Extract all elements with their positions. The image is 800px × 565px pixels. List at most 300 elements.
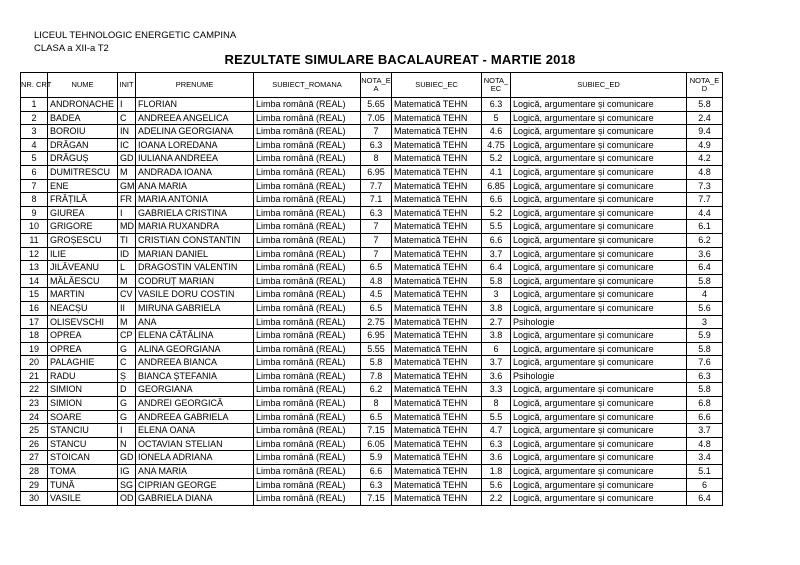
cell-subiect-romana: Limba română (REAL): [254, 138, 361, 152]
cell-nr: 10: [21, 220, 48, 234]
cell-nr: 25: [21, 424, 48, 438]
cell-init: Ș: [118, 369, 136, 383]
cell-nr: 16: [21, 301, 48, 315]
cell-nume: GIUREA: [48, 206, 118, 220]
cell-subiec-ed: Logică, argumentare și comunicare: [511, 274, 687, 288]
cell-nota-ed: 5.8: [687, 98, 723, 112]
cell-nr: 19: [21, 342, 48, 356]
cell-nume: GROȘESCU: [48, 233, 118, 247]
cell-nota-ec: 5.6: [482, 478, 511, 492]
cell-nota-ea: 2.75: [361, 315, 392, 329]
cell-nota-ea: 6.95: [361, 165, 392, 179]
cell-init: I: [118, 424, 136, 438]
cell-subiec-ec: Matematică TEHN: [392, 179, 482, 193]
cell-init: D: [118, 383, 136, 397]
cell-nota-ed: 4.9: [687, 138, 723, 152]
cell-subiect-romana: Limba română (REAL): [254, 397, 361, 411]
cell-prenume: CRISTIAN CONSTANTIN: [136, 233, 254, 247]
cell-nota-ec: 2.7: [482, 315, 511, 329]
cell-nota-ec: 6.85: [482, 179, 511, 193]
table-row: [21, 206, 723, 220]
cell-nota-ed: 5.1: [687, 465, 723, 479]
cell-subiect-romana: Limba română (REAL): [254, 478, 361, 492]
cell-nota-ec: 5.2: [482, 152, 511, 166]
cell-prenume: ANA MARIA: [136, 179, 254, 193]
cell-subiec-ec: Matematică TEHN: [392, 342, 482, 356]
cell-init: M: [118, 165, 136, 179]
cell-subiect-romana: Limba română (REAL): [254, 111, 361, 125]
cell-subiec-ec: Matematică TEHN: [392, 356, 482, 370]
cell-nota-ea: 6.5: [361, 410, 392, 424]
cell-nota-ed: 9.4: [687, 125, 723, 139]
table-row: [21, 437, 723, 451]
cell-nume: JILĂVEANU: [48, 261, 118, 275]
cell-subiec-ec: Matematică TEHN: [392, 165, 482, 179]
col-header-nota-ed: NOTA_E D: [687, 73, 723, 98]
cell-subiec-ed: Logică, argumentare și comunicare: [511, 98, 687, 112]
cell-nr: 29: [21, 478, 48, 492]
cell-nume: NEACȘU: [48, 301, 118, 315]
cell-nota-ea: 6.05: [361, 437, 392, 451]
cell-nota-ed: 3.7: [687, 424, 723, 438]
cell-subiec-ed: Logică, argumentare și comunicare: [511, 206, 687, 220]
cell-nume: VASILE: [48, 492, 118, 506]
cell-nota-ec: 3.7: [482, 356, 511, 370]
cell-nr: 24: [21, 410, 48, 424]
cell-nota-ec: 3.3: [482, 383, 511, 397]
cell-nr: 20: [21, 356, 48, 370]
table-row: [21, 397, 723, 411]
table-row: [21, 138, 723, 152]
cell-init: IC: [118, 138, 136, 152]
cell-nume: MARTIN: [48, 288, 118, 302]
table-row: [21, 329, 723, 343]
cell-subiec-ec: Matematică TEHN: [392, 397, 482, 411]
cell-subiect-romana: Limba română (REAL): [254, 288, 361, 302]
cell-subiec-ed: Logică, argumentare și comunicare: [511, 301, 687, 315]
cell-subiec-ed: Logică, argumentare și comunicare: [511, 397, 687, 411]
cell-subiec-ed: Logică, argumentare și comunicare: [511, 111, 687, 125]
cell-prenume: ANDREEA ANGELICA: [136, 111, 254, 125]
cell-nota-ec: 6: [482, 342, 511, 356]
cell-subiec-ed: Psihologie: [511, 369, 687, 383]
col-header-subiec-ec: SUBIEC_EC: [392, 73, 482, 98]
cell-nota-ed: 7.6: [687, 356, 723, 370]
col-header-nr: NR. CRT: [21, 73, 48, 98]
cell-nr: 28: [21, 465, 48, 479]
cell-nota-ea: 7: [361, 220, 392, 234]
cell-nota-ed: 6.3: [687, 369, 723, 383]
cell-nota-ea: 7.15: [361, 492, 392, 506]
cell-subiec-ec: Matematică TEHN: [392, 301, 482, 315]
cell-nota-ec: 6.6: [482, 193, 511, 207]
cell-init: TI: [118, 233, 136, 247]
cell-init: FR: [118, 193, 136, 207]
cell-nota-ea: 8: [361, 152, 392, 166]
cell-init: CP: [118, 329, 136, 343]
cell-nota-ea: 6.3: [361, 478, 392, 492]
cell-subiect-romana: Limba română (REAL): [254, 165, 361, 179]
col-header-nota-ea: NOTA_E A: [361, 73, 392, 98]
cell-nota-ec: 6.3: [482, 98, 511, 112]
cell-subiec-ed: Logică, argumentare și comunicare: [511, 356, 687, 370]
cell-nume: BADEA: [48, 111, 118, 125]
cell-subiect-romana: Limba română (REAL): [254, 274, 361, 288]
cell-nota-ed: 4.8: [687, 437, 723, 451]
cell-nota-ec: 5: [482, 111, 511, 125]
cell-prenume: IONELA ADRIANA: [136, 451, 254, 465]
cell-nota-ed: 4.2: [687, 152, 723, 166]
table-row: [21, 274, 723, 288]
cell-subiec-ec: Matematică TEHN: [392, 125, 482, 139]
cell-nume: OPREA: [48, 342, 118, 356]
table-row: [21, 451, 723, 465]
cell-nr: 15: [21, 288, 48, 302]
cell-nota-ea: 6.3: [361, 138, 392, 152]
table-row: [21, 424, 723, 438]
cell-subiec-ec: Matematică TEHN: [392, 206, 482, 220]
cell-subiec-ed: Logică, argumentare și comunicare: [511, 329, 687, 343]
cell-nr: 1: [21, 98, 48, 112]
col-header-nota-ec: NOTA_ EC: [482, 73, 511, 98]
cell-init: GD: [118, 451, 136, 465]
cell-nume: MĂLĂESCU: [48, 274, 118, 288]
table-row: [21, 111, 723, 125]
cell-subiec-ed: Logică, argumentare și comunicare: [511, 220, 687, 234]
cell-subiect-romana: Limba română (REAL): [254, 206, 361, 220]
cell-nume: DRĂGUȘ: [48, 152, 118, 166]
cell-nume: STOICAN: [48, 451, 118, 465]
cell-nume: DRĂGAN: [48, 138, 118, 152]
cell-init: L: [118, 261, 136, 275]
cell-prenume: ANDREEA BIANCA: [136, 356, 254, 370]
cell-nota-ed: 5.6: [687, 301, 723, 315]
cell-init: MD: [118, 220, 136, 234]
cell-subiect-romana: Limba română (REAL): [254, 369, 361, 383]
cell-subiect-romana: Limba română (REAL): [254, 233, 361, 247]
cell-nota-ea: 7.15: [361, 424, 392, 438]
cell-subiect-romana: Limba română (REAL): [254, 329, 361, 343]
cell-nume: OPREA: [48, 329, 118, 343]
table-row: [21, 342, 723, 356]
cell-nota-ec: 5.5: [482, 410, 511, 424]
cell-nota-ea: 5.9: [361, 451, 392, 465]
cell-nota-ec: 3.6: [482, 369, 511, 383]
table-row: [21, 233, 723, 247]
cell-prenume: ANA: [136, 315, 254, 329]
cell-nr: 21: [21, 369, 48, 383]
cell-prenume: ANDREI GEORGICĂ: [136, 397, 254, 411]
cell-nota-ed: 5.8: [687, 274, 723, 288]
cell-subiec-ed: Logică, argumentare și comunicare: [511, 383, 687, 397]
cell-init: G: [118, 397, 136, 411]
cell-prenume: GABRIELA CRISTINA: [136, 206, 254, 220]
results-table: [20, 72, 723, 506]
cell-nota-ea: 7.1: [361, 193, 392, 207]
cell-subiec-ec: Matematică TEHN: [392, 315, 482, 329]
cell-nr: 9: [21, 206, 48, 220]
cell-nota-ec: 6.3: [482, 437, 511, 451]
cell-nr: 26: [21, 437, 48, 451]
cell-init: II: [118, 301, 136, 315]
cell-nume: SIMION: [48, 397, 118, 411]
cell-nota-ec: 8: [482, 397, 511, 411]
cell-nota-ec: 3.7: [482, 247, 511, 261]
table-row: [21, 356, 723, 370]
cell-subiec-ed: Logică, argumentare și comunicare: [511, 451, 687, 465]
cell-nr: 17: [21, 315, 48, 329]
cell-nota-ea: 7: [361, 247, 392, 261]
cell-nota-ec: 3.8: [482, 329, 511, 343]
cell-nume: ANDRONACHE: [48, 98, 118, 112]
cell-subiec-ec: Matematică TEHN: [392, 424, 482, 438]
col-header-nume: NUME: [48, 73, 118, 98]
cell-subiec-ec: Matematică TEHN: [392, 247, 482, 261]
cell-subiec-ec: Matematică TEHN: [392, 492, 482, 506]
table-row: [21, 98, 723, 112]
cell-subiec-ed: Logică, argumentare și comunicare: [511, 247, 687, 261]
table-row: [21, 369, 723, 383]
cell-subiect-romana: Limba română (REAL): [254, 342, 361, 356]
cell-subiect-romana: Limba română (REAL): [254, 98, 361, 112]
cell-prenume: CODRUȚ MARIAN: [136, 274, 254, 288]
cell-nota-ed: 6.2: [687, 233, 723, 247]
cell-nota-ed: 6.8: [687, 397, 723, 411]
cell-nume: STANCIU: [48, 424, 118, 438]
table-row: [21, 315, 723, 329]
cell-prenume: BIANCA ȘTEFANIA: [136, 369, 254, 383]
cell-nota-ea: 6.5: [361, 301, 392, 315]
cell-nota-ea: 4.8: [361, 274, 392, 288]
cell-init: M: [118, 315, 136, 329]
cell-init: CV: [118, 288, 136, 302]
cell-nota-ec: 4.6: [482, 125, 511, 139]
cell-init: GM: [118, 179, 136, 193]
cell-prenume: ALINA GEORGIANA: [136, 342, 254, 356]
cell-prenume: IULIANA ANDREEA: [136, 152, 254, 166]
cell-subiec-ec: Matematică TEHN: [392, 111, 482, 125]
cell-subiec-ec: Matematică TEHN: [392, 220, 482, 234]
cell-prenume: MARIA ANTONIA: [136, 193, 254, 207]
cell-subiect-romana: Limba română (REAL): [254, 465, 361, 479]
cell-nume: FRĂȚILĂ: [48, 193, 118, 207]
cell-nota-ec: 5.2: [482, 206, 511, 220]
cell-subiect-romana: Limba română (REAL): [254, 220, 361, 234]
cell-prenume: FLORIAN: [136, 98, 254, 112]
col-header-init: INIT: [118, 73, 136, 98]
cell-nr: 18: [21, 329, 48, 343]
cell-init: C: [118, 111, 136, 125]
cell-prenume: ELENA CĂTĂLINA: [136, 329, 254, 343]
table-header-row: [21, 73, 723, 98]
cell-prenume: CIPRIAN GEORGE: [136, 478, 254, 492]
cell-subiec-ec: Matematică TEHN: [392, 288, 482, 302]
cell-subiec-ed: Logică, argumentare și comunicare: [511, 492, 687, 506]
cell-subiec-ed: Logică, argumentare și comunicare: [511, 152, 687, 166]
cell-subiect-romana: Limba română (REAL): [254, 261, 361, 275]
cell-nume: SIMION: [48, 383, 118, 397]
cell-prenume: MIRUNA GABRIELA: [136, 301, 254, 315]
class-name: CLASA a XII-a T2: [34, 43, 109, 54]
cell-subiect-romana: Limba română (REAL): [254, 424, 361, 438]
cell-subiect-romana: Limba română (REAL): [254, 179, 361, 193]
cell-nota-ec: 1.8: [482, 465, 511, 479]
cell-nota-ea: 7.05: [361, 111, 392, 125]
cell-subiec-ec: Matematică TEHN: [392, 98, 482, 112]
table-row: [21, 165, 723, 179]
cell-prenume: ANA MARIA: [136, 465, 254, 479]
cell-init: IG: [118, 465, 136, 479]
cell-nr: 27: [21, 451, 48, 465]
cell-init: SG: [118, 478, 136, 492]
cell-subiec-ec: Matematică TEHN: [392, 274, 482, 288]
cell-nr: 12: [21, 247, 48, 261]
cell-subiect-romana: Limba română (REAL): [254, 356, 361, 370]
cell-nume: BOROIU: [48, 125, 118, 139]
cell-subiec-ec: Matematică TEHN: [392, 478, 482, 492]
cell-subiec-ed: Logică, argumentare și comunicare: [511, 138, 687, 152]
cell-nota-ea: 4.5: [361, 288, 392, 302]
cell-nota-ec: 3.8: [482, 301, 511, 315]
cell-init: M: [118, 274, 136, 288]
cell-init: I: [118, 206, 136, 220]
cell-nota-ed: 4.4: [687, 206, 723, 220]
cell-nr: 22: [21, 383, 48, 397]
cell-prenume: MARIAN DANIEL: [136, 247, 254, 261]
cell-init: IN: [118, 125, 136, 139]
cell-nume: DUMITRESCU: [48, 165, 118, 179]
table-row: [21, 465, 723, 479]
cell-nota-ed: 2.4: [687, 111, 723, 125]
col-header-prenume: PRENUME: [136, 73, 254, 98]
cell-nota-ed: 3.6: [687, 247, 723, 261]
cell-nota-ed: 7.7: [687, 193, 723, 207]
cell-prenume: DRAGOSTIN VALENTIN: [136, 261, 254, 275]
cell-nota-ec: 5.8: [482, 274, 511, 288]
cell-nr: 11: [21, 233, 48, 247]
cell-subiect-romana: Limba română (REAL): [254, 492, 361, 506]
cell-nr: 2: [21, 111, 48, 125]
table-row: [21, 288, 723, 302]
cell-nota-ed: 5.8: [687, 342, 723, 356]
cell-nota-ea: 7: [361, 233, 392, 247]
cell-subiec-ed: Logică, argumentare și comunicare: [511, 233, 687, 247]
cell-subiect-romana: Limba română (REAL): [254, 383, 361, 397]
table-row: [21, 193, 723, 207]
cell-subiect-romana: Limba română (REAL): [254, 247, 361, 261]
cell-subiect-romana: Limba română (REAL): [254, 193, 361, 207]
cell-subiec-ec: Matematică TEHN: [392, 410, 482, 424]
cell-nota-ed: 5.8: [687, 383, 723, 397]
cell-prenume: ANDREEA GABRIELA: [136, 410, 254, 424]
cell-nota-ea: 8: [361, 397, 392, 411]
cell-nota-ed: 5.9: [687, 329, 723, 343]
cell-subiec-ed: Logică, argumentare și comunicare: [511, 179, 687, 193]
cell-subiec-ed: Logică, argumentare și comunicare: [511, 437, 687, 451]
cell-subiec-ec: Matematică TEHN: [392, 261, 482, 275]
cell-subiec-ed: Psihologie: [511, 315, 687, 329]
table-row: [21, 410, 723, 424]
cell-subiec-ed: Logică, argumentare și comunicare: [511, 193, 687, 207]
cell-nota-ed: 3: [687, 315, 723, 329]
cell-prenume: VASILE DORU COSTIN: [136, 288, 254, 302]
cell-nota-ec: 4.1: [482, 165, 511, 179]
cell-prenume: GEORGIANA: [136, 383, 254, 397]
cell-nume: TOMA: [48, 465, 118, 479]
cell-nr: 14: [21, 274, 48, 288]
cell-subiec-ed: Logică, argumentare și comunicare: [511, 165, 687, 179]
cell-subiec-ec: Matematică TEHN: [392, 193, 482, 207]
cell-init: N: [118, 437, 136, 451]
cell-nr: 30: [21, 492, 48, 506]
cell-nota-ec: 5.5: [482, 220, 511, 234]
cell-subiec-ec: Matematică TEHN: [392, 233, 482, 247]
cell-prenume: IOANA LOREDANA: [136, 138, 254, 152]
table-row: [21, 220, 723, 234]
cell-nota-ec: 2.2: [482, 492, 511, 506]
cell-nota-ec: 3.6: [482, 451, 511, 465]
table-row: [21, 247, 723, 261]
cell-nota-ec: 6.6: [482, 233, 511, 247]
cell-init: ID: [118, 247, 136, 261]
cell-nota-ea: 6.3: [361, 206, 392, 220]
cell-init: OD: [118, 492, 136, 506]
cell-nume: OLISEVSCHI: [48, 315, 118, 329]
cell-nr: 5: [21, 152, 48, 166]
cell-nume: ILIE: [48, 247, 118, 261]
cell-init: GD: [118, 152, 136, 166]
cell-nr: 8: [21, 193, 48, 207]
cell-subiect-romana: Limba română (REAL): [254, 437, 361, 451]
cell-nota-ec: 3: [482, 288, 511, 302]
cell-subiect-romana: Limba română (REAL): [254, 410, 361, 424]
cell-nota-ea: 6.5: [361, 261, 392, 275]
cell-nota-ed: 4: [687, 288, 723, 302]
cell-nr: 6: [21, 165, 48, 179]
cell-nota-ed: 6.1: [687, 220, 723, 234]
cell-nota-ea: 6.2: [361, 383, 392, 397]
cell-nota-ea: 5.65: [361, 98, 392, 112]
cell-subiec-ed: Logică, argumentare și comunicare: [511, 125, 687, 139]
col-header-subiect-romana: SUBIECT_ROMANA: [254, 73, 361, 98]
cell-nr: 4: [21, 138, 48, 152]
cell-nota-ea: 5.55: [361, 342, 392, 356]
cell-subiect-romana: Limba română (REAL): [254, 301, 361, 315]
cell-nota-ec: 6.4: [482, 261, 511, 275]
cell-subiect-romana: Limba română (REAL): [254, 451, 361, 465]
cell-prenume: OCTAVIAN STELIAN: [136, 437, 254, 451]
cell-init: G: [118, 410, 136, 424]
table-row: [21, 152, 723, 166]
cell-init: I: [118, 98, 136, 112]
cell-nota-ed: 6.4: [687, 492, 723, 506]
cell-subiec-ec: Matematică TEHN: [392, 152, 482, 166]
page-title: REZULTATE SIMULARE BACALAUREAT - MARTIE 2018: [224, 52, 576, 67]
cell-nota-ea: 6.95: [361, 329, 392, 343]
cell-subiec-ed: Logică, argumentare și comunicare: [511, 261, 687, 275]
cell-subiect-romana: Limba română (REAL): [254, 125, 361, 139]
cell-nume: TUNĂ: [48, 478, 118, 492]
cell-subiec-ec: Matematică TEHN: [392, 329, 482, 343]
cell-subiec-ed: Logică, argumentare și comunicare: [511, 424, 687, 438]
cell-nota-ed: 3.4: [687, 451, 723, 465]
cell-subiec-ec: Matematică TEHN: [392, 138, 482, 152]
cell-init: G: [118, 342, 136, 356]
table-row: [21, 478, 723, 492]
cell-prenume: ELENA OANA: [136, 424, 254, 438]
cell-nr: 7: [21, 179, 48, 193]
cell-subiec-ed: Logică, argumentare și comunicare: [511, 478, 687, 492]
